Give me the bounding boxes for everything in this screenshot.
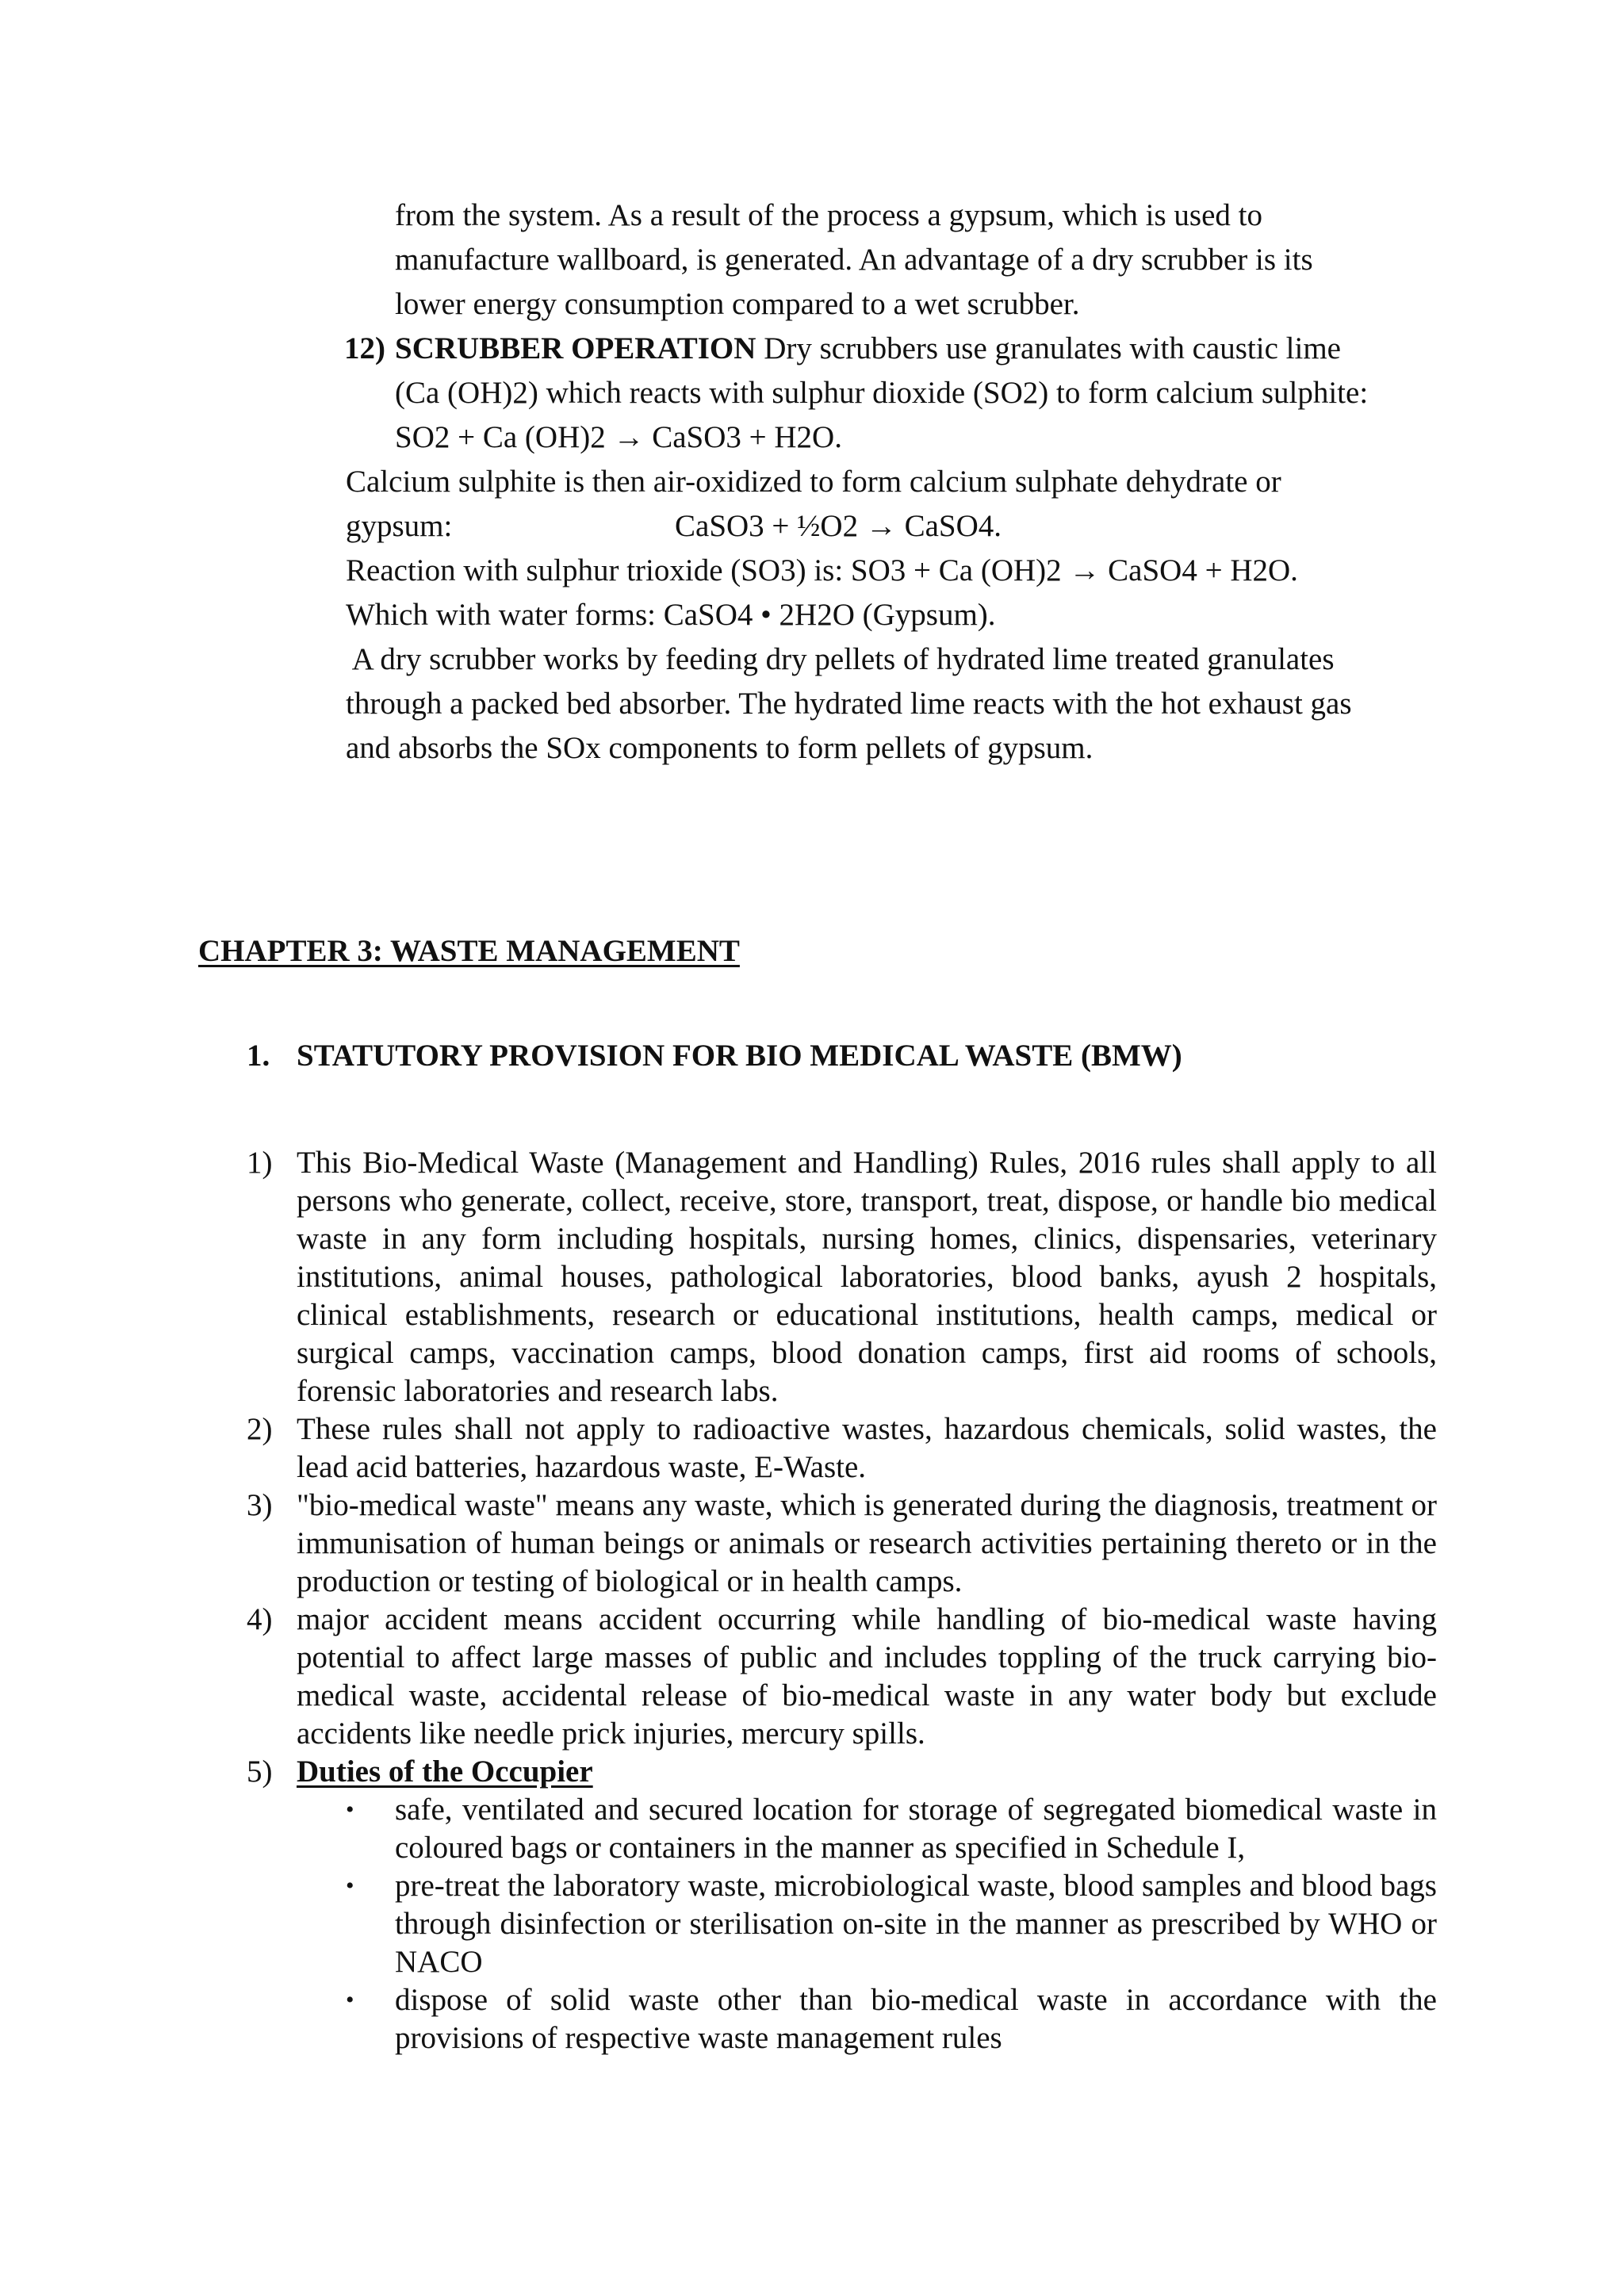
bullet-item: safe, ventilated and secured location for storage of segregated biomedical waste in coloured bags or containers in the manner as specified in Schedule I,: [395, 1793, 1437, 1865]
item-marker: 5): [247, 1755, 273, 1789]
bullet-item: pre-treat the laboratory waste, microbiological waste, blood samples and blood bags through disinfection or sterilisation on-site in the manner as prescribed by WHO or NACO: [395, 1869, 1437, 1979]
subheading-duties: Duties of the Occupier: [297, 1755, 593, 1789]
item-marker: 4): [247, 1602, 273, 1636]
text-line: (Ca (OH)2) which reacts with sulphur dioxide (SO2) to form calcium sulphite:: [395, 376, 1369, 410]
text-line: A dry scrubber works by feeding dry pellets of hydrated lime treated granulates: [346, 642, 1335, 676]
text-line: Reaction with sulphur trioxide (SO3) is: SO3 + Ca (OH)2 → CaSO4 + H2O.: [346, 553, 1298, 587]
text-line: manufacture wallboard, is generated. An advantage of a dry scrubber is its: [395, 243, 1313, 277]
item-number: 12): [344, 331, 385, 365]
equation-line: SO2 + Ca (OH)2 → CaSO3 + H2O.: [395, 420, 842, 454]
list-item: These rules shall not apply to radioactive wastes, hazardous chemicals, solid wastes, the lead acid batteries, hazardous waste, E-Waste.: [297, 1412, 1437, 1484]
text-line: Which with water forms: CaSO4 • 2H2O (Gypsum).: [346, 598, 996, 632]
gypsum-equation: CaSO3 + ½O2 → CaSO4.: [675, 509, 1002, 543]
list-item: major accident means accident occurring while handling of bio-medical waste having potential to affect large masses of public and includes toppling of the truck carrying bio-medical waste, accidental release of bio-medical waste in any water body but exclude accidents like needle prick injuries, mercury spills.: [297, 1602, 1437, 1751]
text-line: lower energy consumption compared to a wet scrubber.: [395, 287, 1080, 321]
bullet-icon: •: [346, 1797, 354, 1823]
text-line: through a packed bed absorber. The hydrated lime reacts with the hot exhaust gas: [346, 687, 1352, 721]
section-heading: STATUTORY PROVISION FOR BIO MEDICAL WASTE (BMW): [297, 1039, 1182, 1073]
item-12-title: SCRUBBER OPERATION: [395, 331, 756, 365]
chapter-heading: CHAPTER 3: WASTE MANAGEMENT: [198, 934, 740, 968]
list-item: "bio-medical waste" means any waste, which is generated during the diagnosis, treatment or immunisation of human beings or animals or research activities pertaining thereto or in the production or testing of biological or in health camps.: [297, 1488, 1437, 1598]
item-12-first-line: [395, 327, 1341, 370]
item-marker: 1): [247, 1146, 273, 1180]
section-number: 1.: [247, 1039, 270, 1073]
list-item: This Bio-Medical Waste (Management and Handling) Rules, 2016 rules shall apply to all persons who generate, collect, receive, store, transport, treat, dispose, or handle bio medical waste in any form including hospitals, nursing homes, clinics, dispensaries, veterinary institutions, animal houses, pathological laboratories, blood banks, ayush 2 hospitals, clinical establishments, research or educational institutions, health camps, medical or surgical camps, vaccination camps, blood donation camps, first aid rooms of schools, forensic laboratories and research labs.: [297, 1146, 1437, 1408]
text-line: from the system. As a result of the process a gypsum, which is used to: [395, 198, 1262, 232]
bullet-icon: •: [346, 1873, 354, 1899]
item-marker: 3): [247, 1488, 273, 1522]
text-line: and absorbs the SOx components to form pellets of gypsum.: [346, 731, 1094, 765]
text-line: Calcium sulphite is then air-oxidized to form calcium sulphate dehydrate or: [346, 465, 1281, 499]
gypsum-label: gypsum:: [346, 509, 453, 543]
item-12-text: Dry scrubbers use granulates with caustic lime: [756, 331, 1341, 365]
bullet-item: dispose of solid waste other than bio-medical waste in accordance with the provisions of respective waste management rules: [395, 1983, 1437, 2055]
bullet-icon: •: [346, 1987, 354, 2013]
item-marker: 2): [247, 1412, 273, 1446]
